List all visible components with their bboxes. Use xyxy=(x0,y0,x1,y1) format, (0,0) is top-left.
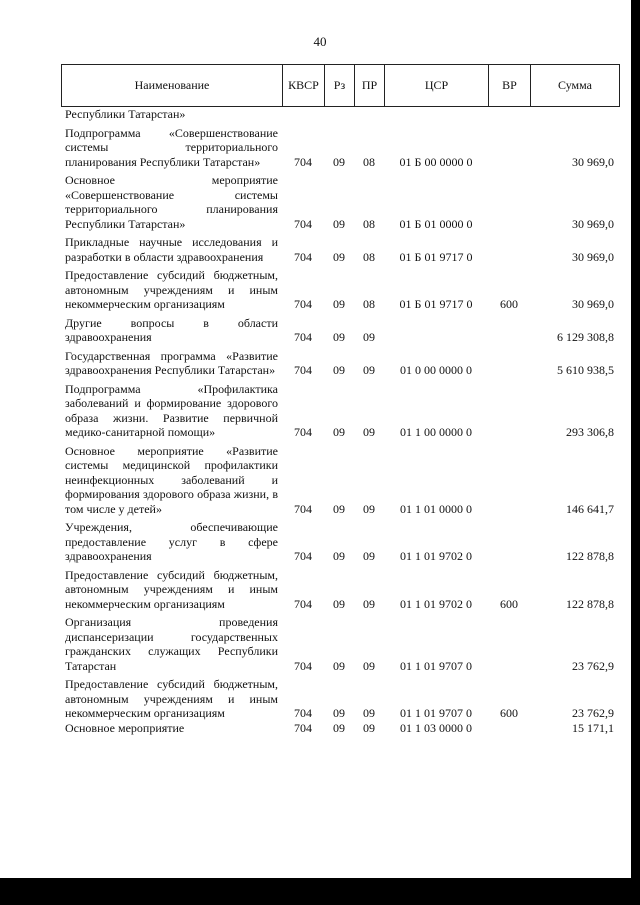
cell-name: Предоставление субсидий бюджетным, автономным учреждениям и иным некоммерческим организациям xyxy=(65,268,278,311)
header-vr: ВР xyxy=(489,65,531,106)
table-row xyxy=(61,173,620,231)
cell-vr: 600 xyxy=(500,706,518,720)
table-row xyxy=(61,382,620,440)
cell-csr: 01 Б 01 0000 0 xyxy=(399,216,473,231)
cell-sum: 15 171,1 xyxy=(572,720,614,735)
cell-name: Основное мероприятие «Развитие системы медицинской профилактики неинфекционных заболеваний и формирования здорового образа жизни, в том числе у детей» xyxy=(65,443,278,516)
cell-kvsr: 704 xyxy=(294,249,312,264)
cell-pr: 09 xyxy=(363,425,375,439)
table-row xyxy=(61,520,620,564)
cell-rz: 09 xyxy=(333,425,345,439)
cell-pr: 09 xyxy=(363,501,375,516)
cell-rz: 09 xyxy=(333,706,345,720)
cell-kvsr: 704 xyxy=(294,596,312,611)
cell-name: Подпрограмма «Профилактика заболеваний и формирование здорового образа жизни. Развитие первичной медико-санитарной помощи» xyxy=(65,381,278,439)
cell-kvsr: 704 xyxy=(294,549,312,563)
cell-csr: 01 Б 00 0000 0 xyxy=(399,154,473,169)
cell-pr: 09 xyxy=(363,549,375,563)
cell-name: Государственная программа «Развитие здравоохранения Республики Татарстан» xyxy=(65,348,278,377)
cell-sum: 30 969,0 xyxy=(572,154,614,169)
cell-csr: 01 1 01 9702 0 xyxy=(400,549,472,563)
cell-kvsr: 704 xyxy=(294,297,312,311)
table-body xyxy=(61,107,620,735)
cell-kvsr: 704 xyxy=(294,720,312,735)
cell-rz: 09 xyxy=(333,596,345,611)
table-row xyxy=(61,235,620,264)
cell-name: Прикладные научные исследования и разработки в области здравоохранения xyxy=(65,235,278,264)
cell-kvsr: 704 xyxy=(294,216,312,231)
header-pr: ПР xyxy=(355,65,385,106)
cell-pr: 08 xyxy=(363,154,375,169)
header-rz: Рз xyxy=(325,65,355,106)
scan-border-right xyxy=(631,0,640,905)
cell-rz: 09 xyxy=(333,549,345,563)
cell-sum: 30 969,0 xyxy=(572,297,614,311)
cell-pr: 09 xyxy=(363,596,375,611)
cell-name: Основное мероприятие xyxy=(65,720,185,735)
cell-kvsr: 704 xyxy=(294,706,312,720)
cell-name: Подпрограмма «Совершенствование системы территориального планирования Республики Татарстан» xyxy=(65,125,278,169)
cell-pr: 09 xyxy=(363,658,375,673)
cell-rz: 09 xyxy=(333,249,345,264)
cell-pr: 09 xyxy=(363,720,375,735)
cell-rz: 09 xyxy=(333,720,345,735)
table-row xyxy=(61,568,620,612)
cell-name: Предоставление субсидий бюджетным, автономным учреждениям и иным некоммерческим организациям xyxy=(65,567,278,611)
cell-rz: 09 xyxy=(333,658,345,673)
cell-csr: 01 1 01 9702 0 xyxy=(400,596,472,611)
cell-sum: 30 969,0 xyxy=(572,249,614,264)
cell-pr: 08 xyxy=(363,216,375,231)
cell-sum: 293 306,8 xyxy=(566,425,614,439)
page-number: 40 xyxy=(313,34,327,49)
cell-pr: 08 xyxy=(363,249,375,264)
table-row xyxy=(61,107,620,122)
header-name: Наименование xyxy=(62,65,283,106)
cell-name: Основное мероприятие «Совершенствование системы территориального планирования Республики Татарстан» xyxy=(65,173,278,231)
cell-csr: 01 Б 01 9717 0 xyxy=(399,249,473,264)
cell-name: Предоставление субсидий бюджетным, автономным учреждениям и иным некоммерческим организациям xyxy=(65,677,278,720)
table-row xyxy=(61,126,620,170)
cell-name: Республики Татарстан» xyxy=(65,107,186,121)
table-row xyxy=(61,268,620,312)
cell-pr: 09 xyxy=(363,363,375,377)
table-row xyxy=(61,677,620,721)
cell-name: Другие вопросы в области здравоохранения xyxy=(65,315,278,344)
cell-csr: 01 1 01 9707 0 xyxy=(400,658,472,673)
cell-name: Учреждения, обеспечивающие предоставление услуг в сфере здравоохранения xyxy=(65,520,278,563)
cell-rz: 09 xyxy=(333,154,345,169)
cell-csr: 01 1 01 9707 0 xyxy=(400,706,472,720)
header-kvsr: КВСР xyxy=(283,65,325,106)
table-row xyxy=(61,615,620,673)
cell-csr: 01 1 03 0000 0 xyxy=(400,720,472,735)
cell-name: Организация проведения диспансеризации государственных гражданских служащих Республики Татарстан xyxy=(65,615,278,673)
cell-kvsr: 704 xyxy=(294,363,312,377)
cell-vr: 600 xyxy=(500,297,518,311)
cell-rz: 09 xyxy=(333,216,345,231)
cell-pr: 09 xyxy=(363,706,375,720)
cell-sum: 6 129 308,8 xyxy=(557,330,614,344)
scan-border-bottom xyxy=(0,878,640,905)
table-row xyxy=(61,349,620,378)
cell-kvsr: 704 xyxy=(294,501,312,516)
cell-csr: 01 0 00 0000 0 xyxy=(400,363,472,377)
table-row xyxy=(61,444,620,517)
table-header xyxy=(61,64,620,107)
header-csr: ЦСР xyxy=(385,65,489,106)
header-sum: Сумма xyxy=(558,78,592,92)
cell-rz: 09 xyxy=(333,297,345,311)
cell-sum: 23 762,9 xyxy=(572,658,614,673)
cell-sum: 146 641,7 xyxy=(566,501,614,516)
cell-kvsr: 704 xyxy=(294,425,312,439)
cell-pr: 09 xyxy=(363,330,375,344)
table-row xyxy=(61,316,620,345)
cell-sum: 30 969,0 xyxy=(572,216,614,231)
cell-pr: 08 xyxy=(363,297,375,311)
cell-csr: 01 Б 01 9717 0 xyxy=(399,297,473,311)
cell-sum: 122 878,8 xyxy=(566,549,614,563)
cell-sum: 5 610 938,5 xyxy=(557,363,614,377)
cell-csr: 01 1 00 0000 0 xyxy=(400,425,472,439)
cell-rz: 09 xyxy=(333,363,345,377)
cell-csr: 01 1 01 0000 0 xyxy=(400,501,472,516)
cell-vr: 600 xyxy=(500,596,518,611)
cell-kvsr: 704 xyxy=(294,154,312,169)
cell-rz: 09 xyxy=(333,330,345,344)
cell-rz: 09 xyxy=(333,501,345,516)
table-row xyxy=(61,721,620,736)
cell-sum: 23 762,9 xyxy=(572,706,614,720)
cell-kvsr: 704 xyxy=(294,330,312,344)
cell-kvsr: 704 xyxy=(294,658,312,673)
cell-sum: 122 878,8 xyxy=(566,596,614,611)
